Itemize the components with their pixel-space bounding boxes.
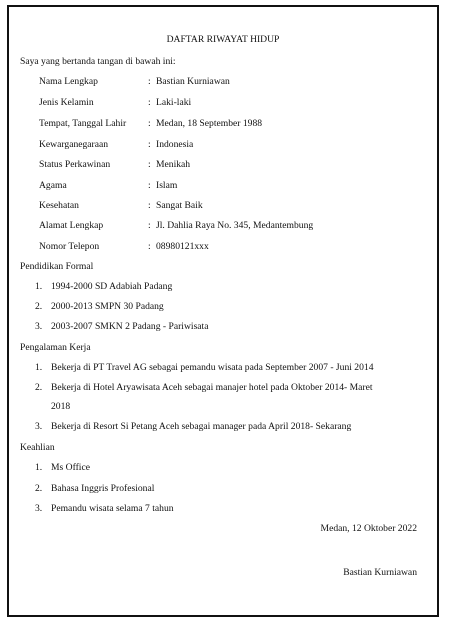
field-label-kesehatan: Kesehatan (39, 200, 79, 211)
field-label-agama: Agama (39, 180, 67, 191)
field-label-telepon: Nomor Telepon (39, 241, 100, 252)
field-label-ttl: Tempat, Tanggal Lahir (39, 118, 127, 129)
list-number: 2. (35, 483, 43, 494)
field-separator: : (148, 118, 151, 129)
list-number: 3. (35, 321, 43, 332)
field-value-kewarganegaraan: Indonesia (156, 139, 194, 150)
section-heading-keahlian: Keahlian (20, 442, 55, 453)
field-value-status: Menikah (156, 159, 191, 170)
field-label-status: Status Perkawinan (39, 159, 111, 170)
field-separator: : (148, 76, 151, 87)
section-heading-pendidikan: Pendidikan Formal (20, 261, 94, 272)
field-value-jenis-kelamin: Laki-laki (156, 97, 192, 108)
field-label-kewarganegaraan: Kewarganegaraan (39, 139, 109, 150)
field-separator: : (148, 139, 151, 150)
place-date: Medan, 12 Oktober 2022 (320, 523, 417, 534)
field-label-nama: Nama Lengkap (39, 76, 98, 87)
experience-item: Bekerja di PT Travel AG sebagai pemandu wisata pada September 2007 - Juni 2014 (51, 362, 374, 373)
list-number: 1. (35, 281, 43, 292)
skill-item: Bahasa Inggris Profesional (51, 483, 155, 494)
education-item: 1994-2000 SD Adabiah Padang (51, 281, 173, 292)
field-value-ttl: Medan, 18 September 1988 (156, 118, 263, 129)
signature-name: Bastian Kurniawan (343, 567, 417, 578)
education-item: 2000-2013 SMPN 30 Padang (51, 301, 164, 312)
experience-item: Bekerja di Hotel Aryawisata Aceh sebagai manajer hotel pada Oktober 2014- Maret (51, 382, 373, 393)
document-page (7, 5, 439, 617)
field-separator: : (148, 97, 151, 108)
list-number: 3. (35, 503, 43, 514)
list-number: 2. (35, 382, 43, 393)
education-item: 2003-2007 SMKN 2 Padang - Pariwisata (51, 321, 209, 332)
field-separator: : (148, 180, 151, 191)
field-value-telepon: 08980121xxx (156, 241, 209, 252)
field-value-kesehatan: Sangat Baik (156, 200, 203, 211)
list-number: 1. (35, 462, 43, 473)
field-value-agama: Islam (156, 180, 178, 191)
intro-text: Saya yang bertanda tangan di bawah ini: (20, 56, 176, 67)
document-title: DAFTAR RIWAYAT HIDUP (166, 34, 280, 45)
field-separator: : (148, 241, 151, 252)
field-value-nama: Bastian Kurniawan (156, 76, 230, 87)
field-separator: : (148, 220, 151, 231)
field-value-alamat: Jl. Dahlia Raya No. 345, Medantembung (156, 220, 314, 231)
experience-item-continuation: 2018 (51, 401, 71, 412)
list-number: 2. (35, 301, 43, 312)
skill-item: Ms Office (51, 462, 90, 473)
list-number: 1. (35, 362, 43, 373)
field-label-jenis-kelamin: Jenis Kelamin (39, 97, 94, 108)
experience-item: Bekerja di Resort Si Petang Aceh sebagai manager pada April 2018- Sekarang (51, 421, 352, 432)
field-label-alamat: Alamat Lengkap (39, 220, 104, 231)
field-separator: : (148, 159, 151, 170)
field-separator: : (148, 200, 151, 211)
section-heading-pengalaman: Pengalaman Kerja (20, 342, 91, 353)
skill-item: Pemandu wisata selama 7 tahun (51, 503, 174, 514)
list-number: 3. (35, 421, 43, 432)
